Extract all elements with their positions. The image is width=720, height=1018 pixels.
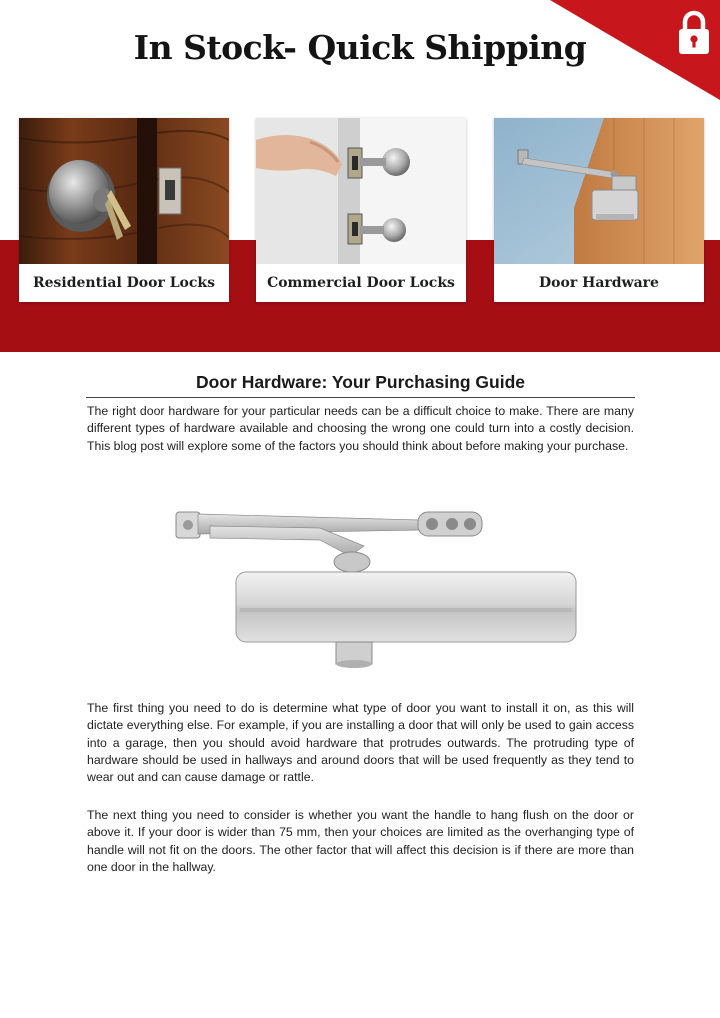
door-closer-product-image	[170, 498, 590, 670]
paragraph-handle-position: The next thing you need to consider is whether you want the handle to hang flush on the door or above it. If your door is wider than 75 mm, then your choices are limited as the overhanging type of handle will not fit on the doors. The other factor that will affect this decision is if there are more than one door in the hallway.	[87, 808, 634, 874]
card-label: Residential Door Locks	[32, 275, 216, 291]
banner-headline: In Stock- Quick Shipping	[133, 28, 587, 67]
paragraph-intro: The right door hardware for your particular needs can be a difficult choice to make. There are many different types of hardware available and choosing the wrong one could turn into a costly decision. This blog post will explore some of the factors you should think about before making your purchase.	[87, 404, 634, 453]
article-title: Door Hardware: Your Purchasing Guide	[86, 372, 635, 398]
paragraph-door-type: The first thing you need to do is determine what type of door you want to install it on, as this will dictate everything else. For example, if you are installing a door that will only be used to gain access into a garage, then you should avoid hardware that protrudes outwards. The protruding type of hardware should be used in hallways and around doors that will be used frequently as they tend to wear out and can cause damage or rattle.	[87, 701, 634, 785]
promo-banner	[0, 0, 720, 352]
card-door-hardware[interactable]	[494, 118, 704, 302]
card-label: Door Hardware	[539, 275, 659, 291]
residential-lock-photo	[19, 118, 229, 264]
commercial-lock-photo	[256, 118, 466, 264]
card-residential-door-locks[interactable]	[19, 118, 229, 302]
card-commercial-door-locks[interactable]	[256, 118, 466, 302]
door-closer-photo	[494, 118, 704, 264]
card-label: Commercial Door Locks	[267, 275, 455, 291]
